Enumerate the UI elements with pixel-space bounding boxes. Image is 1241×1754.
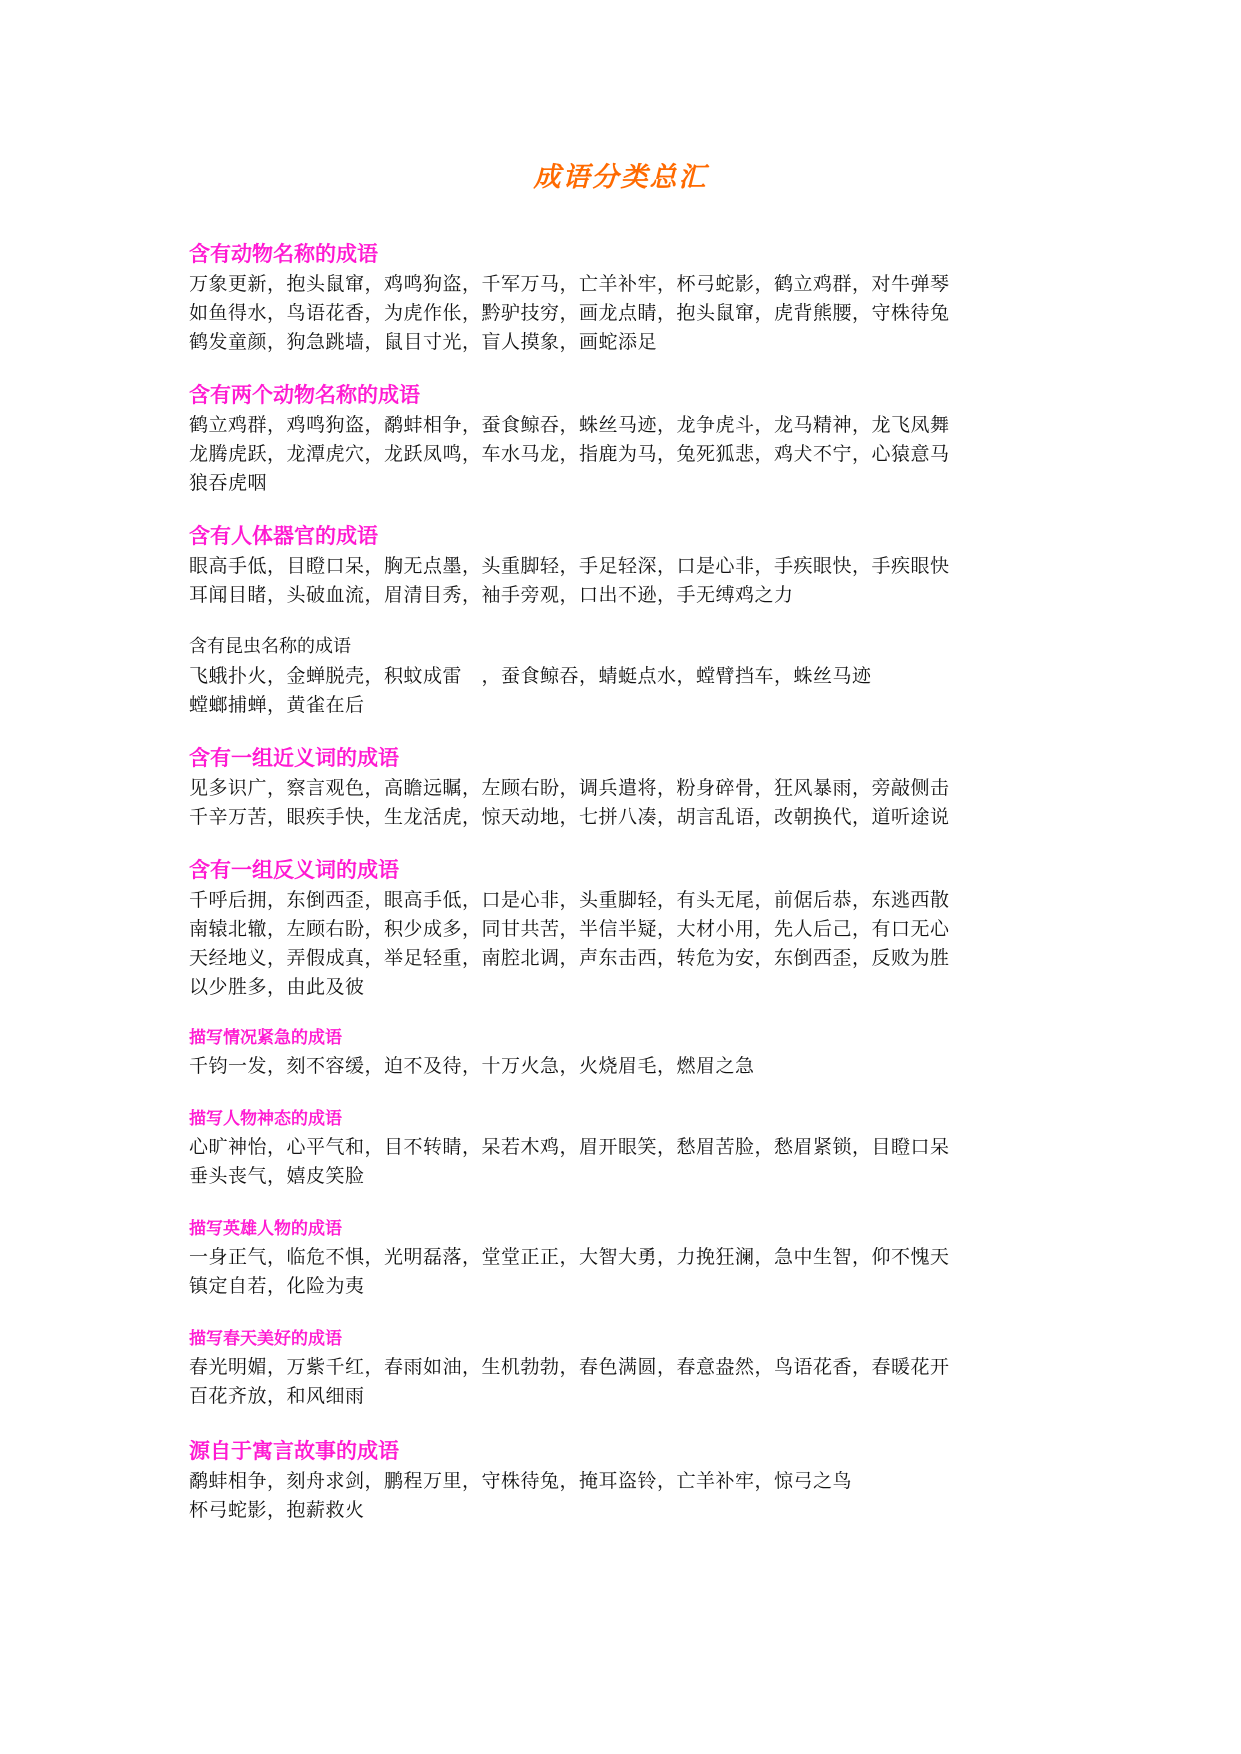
section-heading: 描写人物神态的成语 (189, 1109, 342, 1129)
section (189, 1024, 1069, 1081)
idiom-line: 见多识广，察言观色，高瞻远瞩，左顾右盼，调兵遣将，粉身碎骨，狂风暴雨，旁敲侧击 (189, 777, 950, 799)
idiom-line: 一身正气，临危不惧，光明磊落，堂堂正正，大智大勇，力挽狂澜，急中生智，仰不愧天 (189, 1246, 950, 1268)
idiom-line: 万象更新，抱头鼠窜，鸡鸣狗盗，千军万马，亡羊补牢，杯弓蛇影，鹤立鸡群，对牛弹琴 (189, 273, 950, 295)
section (189, 632, 1069, 720)
section (189, 1215, 1069, 1301)
idiom-line: 如鱼得水，鸟语花香，为虎作伥，黔驴技穷，画龙点睛，抱头鼠窜，虎背熊腰，守株待兔 (189, 302, 950, 324)
idiom-line: 春光明媚，万紫千红，春雨如油，生机勃勃，春色满圆，春意盎然，鸟语花香，春暖花开 (189, 1356, 950, 1378)
idiom-line: 千呼后拥，东倒西歪，眼高手低，口是心非，头重脚轻，有头无尾，前倨后恭，东逃西散 (189, 889, 950, 911)
idiom-line: 镇定自若，化险为夷 (189, 1275, 365, 1297)
idiom-line: 千辛万苦，眼疾手快，生龙活虎，惊天动地，七拼八凑，胡言乱语，改朝换代，道听途说 (189, 806, 950, 828)
section-heading: 描写英雄人物的成语 (189, 1219, 342, 1239)
section (189, 238, 1069, 357)
section-heading: 源自于寓言故事的成语 (189, 1439, 399, 1463)
idiom-line: 狼吞虎咽 (189, 472, 268, 494)
section (189, 520, 1069, 610)
section (189, 742, 1069, 832)
document-title: 成语分类总汇 (533, 162, 708, 193)
idiom-line: 垂头丧气，嬉皮笑脸 (189, 1165, 365, 1187)
idiom-line: 螳螂捕蝉，黄雀在后 (189, 694, 365, 716)
idiom-line: 耳闻目睹，头破血流，眉清目秀，袖手旁观，口出不逊，手无缚鸡之力 (189, 584, 794, 606)
idiom-line: 鹬蚌相争，刻舟求剑，鹏程万里，守株待兔，掩耳盗铃，亡羊补牢，惊弓之鸟 (189, 1470, 853, 1492)
idiom-line: 鹤发童颜，狗急跳墙，鼠目寸光，盲人摸象，画蛇添足 (189, 331, 658, 353)
idiom-line: 心旷神怡，心平气和，目不转睛，呆若木鸡，眉开眼笑，愁眉苦脸，愁眉紧锁，目瞪口呆 (189, 1136, 950, 1158)
section-heading: 含有一组反义词的成语 (189, 858, 399, 882)
idiom-line: 天经地义，弄假成真，举足轻重，南腔北调，声东击西，转危为安，东倒西歪，反败为胜 (189, 947, 950, 969)
idiom-line: 百花齐放，和风细雨 (189, 1385, 365, 1407)
idiom-line: 南辕北辙，左顾右盼，积少成多，同甘共苦，半信半疑，大材小用，先人后己，有口无心 (189, 918, 950, 940)
idiom-line: 鹤立鸡群，鸡鸣狗盗，鹬蚌相争，蚕食鲸吞，蛛丝马迹，龙争虎斗，龙马精神，龙飞凤舞 (189, 414, 950, 436)
section-heading: 描写情况紧急的成语 (189, 1028, 342, 1048)
section (189, 379, 1069, 498)
idiom-line: 飞蛾扑火，金蝉脱壳，积蚊成雷 ，蚕食鲸吞，蜻蜓点水，螳臂挡车，蛛丝马迹 (189, 665, 872, 687)
idiom-line: 龙腾虎跃，龙潭虎穴，龙跃凤鸣，车水马龙，指鹿为马，兔死狐悲，鸡犬不宁，心猿意马 (189, 443, 950, 465)
section (189, 1435, 1069, 1525)
idiom-line: 千钧一发，刻不容缓，迫不及待，十万火急，火烧眉毛，燃眉之急 (189, 1055, 755, 1077)
idiom-line: 以少胜多，由此及彼 (189, 976, 365, 998)
section-heading: 含有一组近义词的成语 (189, 746, 399, 770)
section-heading: 描写春天美好的成语 (189, 1329, 342, 1349)
section (189, 1325, 1069, 1411)
section-heading: 含有动物名称的成语 (189, 242, 378, 266)
section-heading: 含有人体器官的成语 (189, 524, 378, 548)
document-body (189, 238, 1069, 1525)
section-heading: 含有昆虫名称的成语 (189, 636, 351, 657)
section-heading: 含有两个动物名称的成语 (189, 383, 420, 407)
section (189, 1105, 1069, 1191)
idiom-line: 眼高手低，目瞪口呆，胸无点墨，头重脚轻，手足轻深，口是心非，手疾眼快，手疾眼快 (189, 555, 950, 577)
idiom-line: 杯弓蛇影，抱薪救火 (189, 1499, 365, 1521)
section (189, 854, 1069, 1002)
